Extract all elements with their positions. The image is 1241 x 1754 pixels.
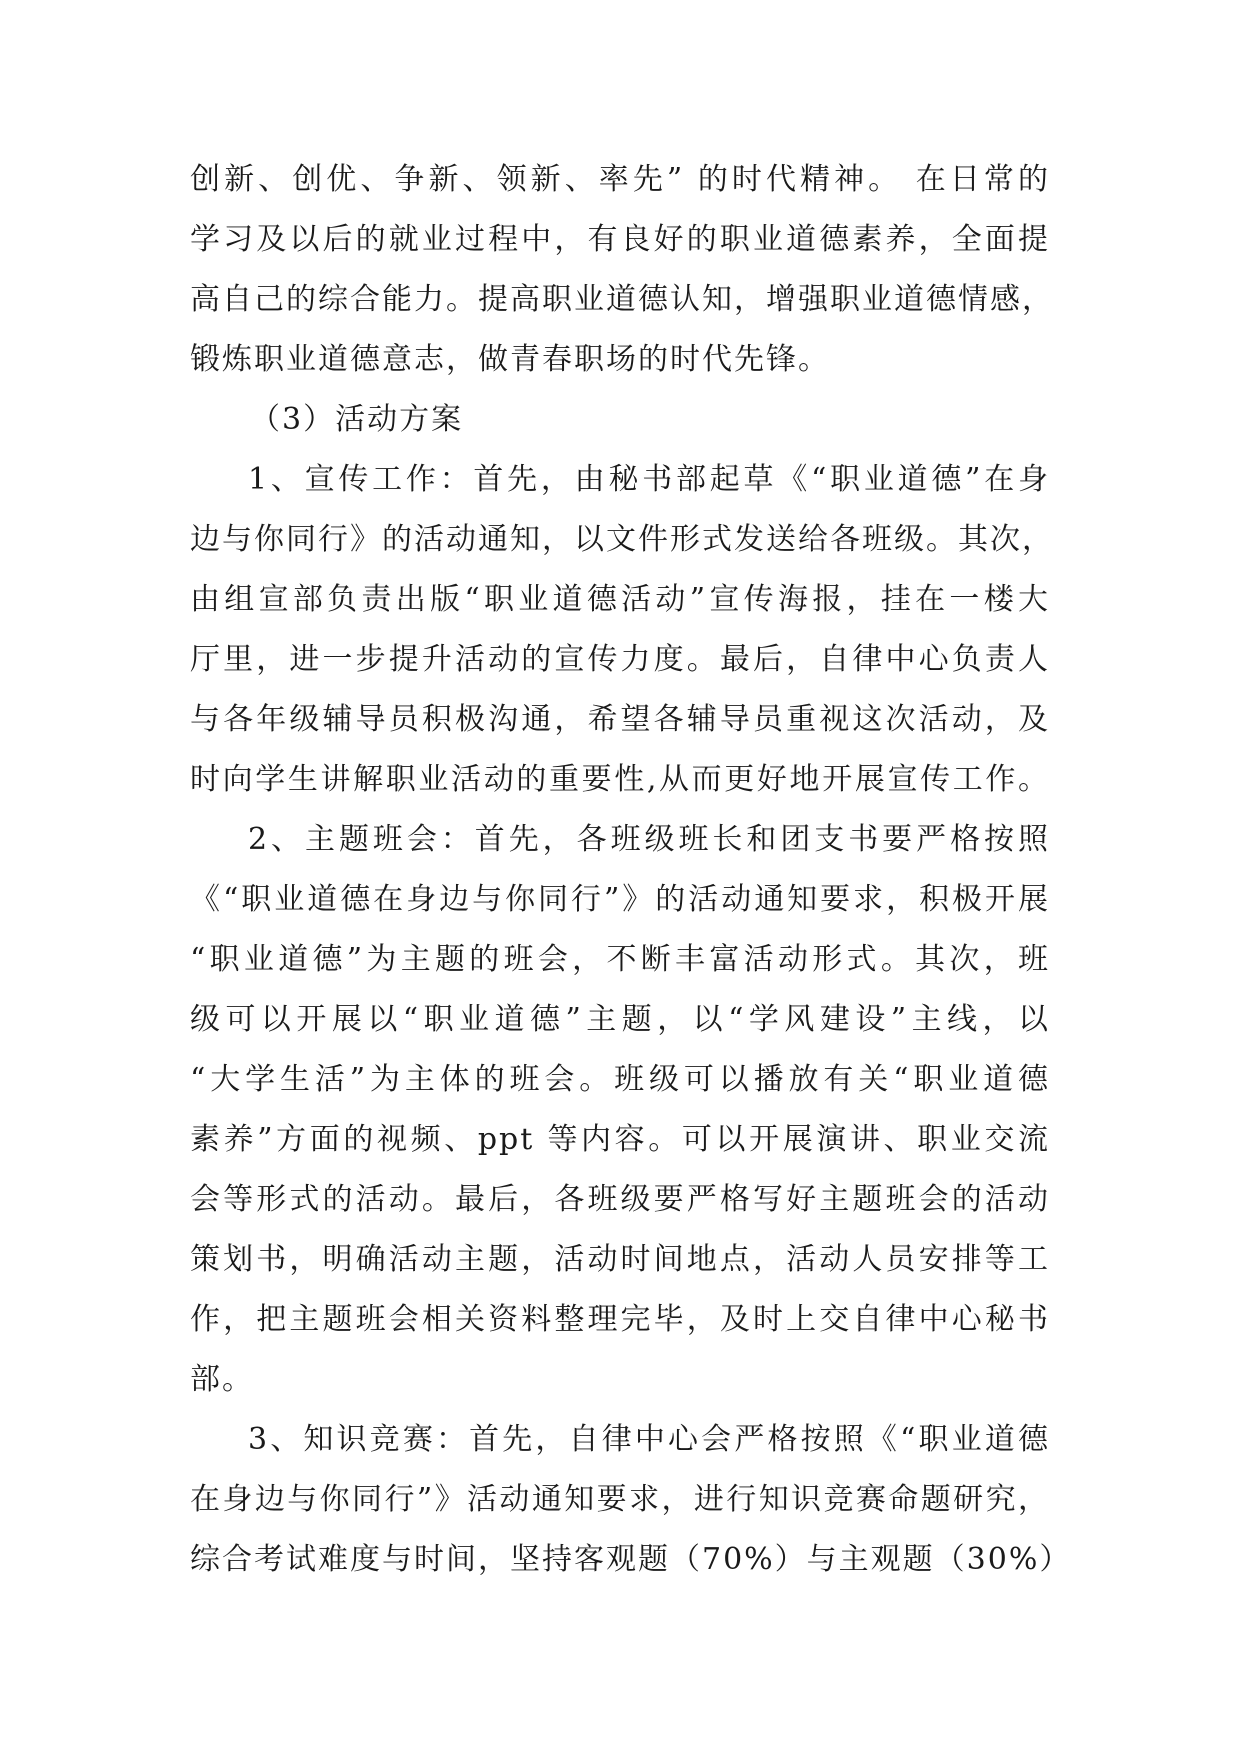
text-line: 高自己的综合能力。提高职业道德认知，增强职业道德情感， xyxy=(190,282,1054,317)
text-line: “大学生活”为主体的班会。班级可以播放有关“职业道德 xyxy=(190,1062,1050,1097)
text-line: 与各年级辅导员积极沟通，希望各辅导员重视这次活动，及 xyxy=(190,702,1050,737)
section-heading: （3）活动方案 xyxy=(250,402,464,437)
text-line: 边与你同行》的活动通知，以文件形式发送给各班级。其次， xyxy=(190,522,1054,557)
body-text xyxy=(190,150,1072,1590)
text-line: 厅里，进一步提升活动的宣传力度。最后，自律中心负责人 xyxy=(190,642,1050,677)
text-line: 综合考试难度与时间，坚持客观题（70%）与主观题（30%） xyxy=(190,1542,1072,1577)
paragraph-first-line: 3、知识竞赛：首先，自律中心会严格按照《“职业道德 xyxy=(248,1422,1050,1457)
text-line: “职业道德”为主题的班会，不断丰富活动形式。其次，班 xyxy=(190,942,1050,977)
paragraph-first-line: 2、主题班会：首先，各班级班长和团支书要严格按照 xyxy=(248,822,1050,857)
text-line: 《“职业道德在身边与你同行”》的活动通知要求，积极开展 xyxy=(190,882,1050,917)
text-line: 策划书，明确活动主题，活动时间地点，活动人员安排等工 xyxy=(190,1242,1050,1277)
text-line: 部。 xyxy=(190,1362,254,1397)
text-line: 会等形式的活动。最后，各班级要严格写好主题班会的活动 xyxy=(190,1182,1050,1217)
text-line: 素养”方面的视频、ppt 等内容。可以开展演讲、职业交流 xyxy=(190,1122,1050,1157)
text-line: 学习及以后的就业过程中，有良好的职业道德素养，全面提 xyxy=(190,222,1050,257)
text-line: 锻炼职业道德意志，做青春职场的时代先锋。 xyxy=(190,342,830,377)
text-line: 级可以开展以“职业道德”主题，以“学风建设”主线，以 xyxy=(190,1002,1050,1037)
text-line: 创新、创优、争新、领新、率先” 的时代精神。 在日常的 xyxy=(190,162,1050,197)
text-line: 在身边与你同行”》活动通知要求，进行知识竞赛命题研究， xyxy=(190,1482,1050,1517)
text-line: 作，把主题班会相关资料整理完毕，及时上交自律中心秘书 xyxy=(190,1302,1050,1337)
text-line: 时向学生讲解职业活动的重要性,从而更好地开展宣传工作。 xyxy=(190,762,1050,797)
text-line: 由组宣部负责出版“职业道德活动”宣传海报，挂在一楼大 xyxy=(190,582,1050,617)
paragraph-first-line: 1、宣传工作：首先，由秘书部起草《“职业道德”在身 xyxy=(248,462,1050,497)
